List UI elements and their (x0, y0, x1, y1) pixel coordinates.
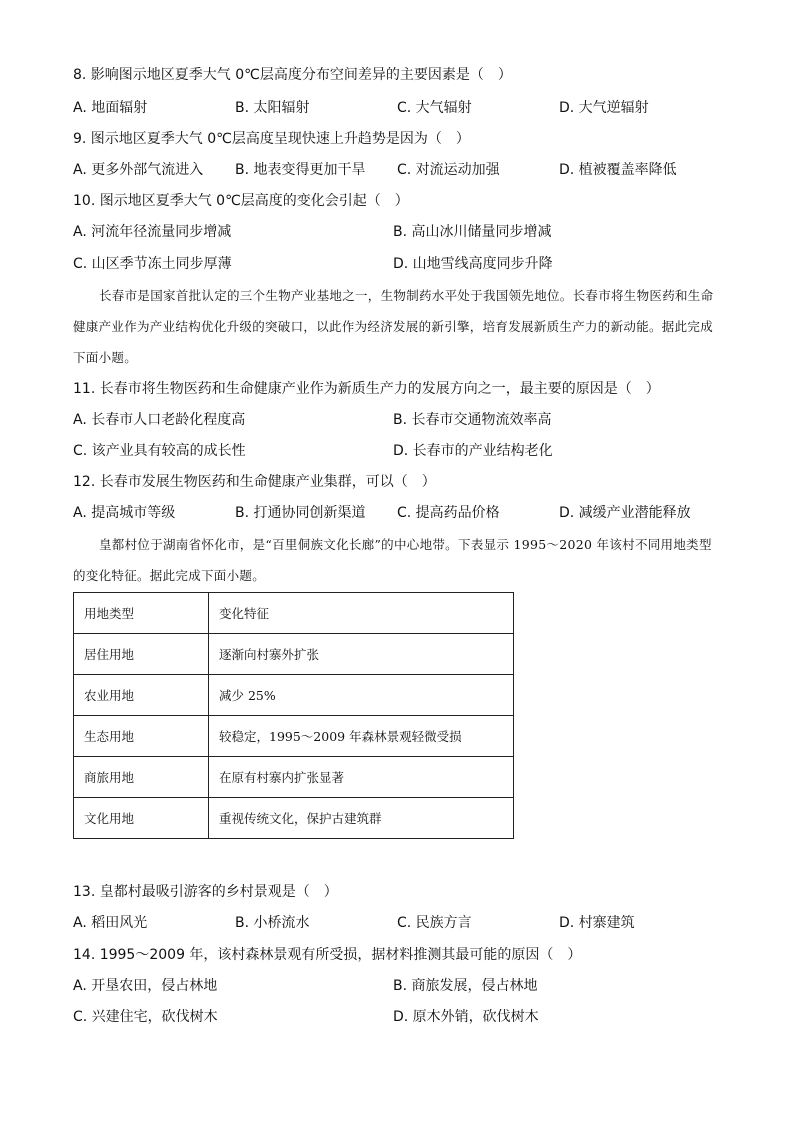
table-row (74, 757, 514, 798)
option-10b[interactable]: B. 高山冰川储量同步增减 (393, 224, 552, 240)
question-11-options-row1 (73, 411, 713, 429)
question-8-options (73, 99, 713, 117)
question-9-options (73, 161, 713, 179)
question-14-options-row1 (73, 977, 713, 995)
table-cell: 生态用地 (74, 716, 209, 757)
table-cell: 较稳定，1995～2009 年森林景观轻微受损 (209, 716, 514, 757)
table-cell: 减少 25% (209, 675, 514, 716)
question-12-stem: 12. 长春市发展生物医药和生命健康产业集群，可以（ ） (73, 474, 436, 490)
option-14b[interactable]: B. 商旅发展，侵占林地 (393, 978, 538, 994)
option-9b[interactable]: B. 地表变得更加干旱 (235, 162, 366, 178)
option-11a[interactable]: A. 长春市人口老龄化程度高 (73, 412, 246, 428)
table-row (74, 634, 514, 675)
question-14-options-row2 (73, 1008, 713, 1026)
option-13a[interactable]: A. 稻田风光 (73, 915, 148, 931)
option-8d[interactable]: D. 大气逆辐射 (559, 100, 649, 116)
table-cell: 农业用地 (74, 675, 209, 716)
option-14d[interactable]: D. 原木外销，砍伐树木 (393, 1009, 539, 1025)
question-13-stem: 13. 皇都村最吸引游客的乡村景观是（ ） (73, 884, 338, 900)
option-13c[interactable]: C. 民族方言 (397, 915, 472, 931)
question-10-options-row1 (73, 223, 713, 241)
material-huangdu-village: 皇都村位于湖南省怀化市，是“百里侗族文化长廊”的中心地带。下表显示 1995～2020 年该村不同用地类型的变化特征。据此完成下面小题。 (73, 537, 712, 583)
table-header-row (74, 593, 514, 634)
table-cell: 文化用地 (74, 798, 209, 839)
question-10-options-row2 (73, 255, 713, 273)
table-cell: 逐渐向村寨外扩张 (209, 634, 514, 675)
question-9-stem: 9. 图示地区夏季大气 0℃层高度呈现快速上升趋势是因为（ ） (73, 131, 470, 147)
table-header-cell: 用地类型 (74, 593, 209, 634)
material-changchun: 长春市是国家首批认定的三个生物产业基地之一，生物制药水平处于我国领先地位。长春市将生物医药和生命健康产业作为产业结构优化升级的突破口，以此作为经济发展的新引擎，培育发展新质生产力的新动能。据此完成下面小题。 (73, 288, 714, 365)
table-cell: 居住用地 (74, 634, 209, 675)
question-11-stem: 11. 长春市将生物医药和生命健康产业作为新质生产力的发展方向之一，最主要的原因是（ ） (73, 381, 660, 397)
table-cell: 在原有村寨内扩张显著 (209, 757, 514, 798)
question-12-options (73, 504, 713, 522)
table-cell: 商旅用地 (74, 757, 209, 798)
option-8c[interactable]: C. 大气辐射 (397, 100, 472, 116)
question-14-stem: 14. 1995～2009 年，该村森林景观有所受损，据材料推测其最可能的原因（ ） (73, 947, 582, 963)
option-9d[interactable]: D. 植被覆盖率降低 (559, 162, 677, 178)
option-11c[interactable]: C. 该产业具有较高的成长性 (73, 443, 246, 459)
option-10c[interactable]: C. 山区季节冻土同步厚薄 (73, 256, 232, 272)
option-12a[interactable]: A. 提高城市等级 (73, 505, 176, 521)
option-12b[interactable]: B. 打通协同创新渠道 (235, 505, 366, 521)
question-13-options (73, 914, 713, 932)
option-12c[interactable]: C. 提高药品价格 (397, 505, 500, 521)
option-13b[interactable]: B. 小桥流水 (235, 915, 310, 931)
option-11b[interactable]: B. 长春市交通物流效率高 (393, 412, 552, 428)
option-11d[interactable]: D. 长春市的产业结构老化 (393, 443, 553, 459)
option-8b[interactable]: B. 太阳辐射 (235, 100, 310, 116)
option-13d[interactable]: D. 村寨建筑 (559, 915, 635, 931)
option-10d[interactable]: D. 山地雪线高度同步升降 (393, 256, 553, 272)
option-9c[interactable]: C. 对流运动加强 (397, 162, 500, 178)
option-14c[interactable]: C. 兴建住宅，砍伐树木 (73, 1009, 218, 1025)
table-cell: 重视传统文化，保护古建筑群 (209, 798, 514, 839)
option-14a[interactable]: A. 开垦农田，侵占林地 (73, 978, 218, 994)
table-row (74, 798, 514, 839)
question-10-stem: 10. 图示地区夏季大气 0℃层高度的变化会引起（ ） (73, 193, 409, 209)
option-9a[interactable]: A. 更多外部气流进入 (73, 162, 204, 178)
question-11-options-row2 (73, 442, 713, 460)
option-8a[interactable]: A. 地面辐射 (73, 100, 148, 116)
option-10a[interactable]: A. 河流年径流量同步增减 (73, 224, 232, 240)
land-use-table (73, 592, 514, 839)
question-8-stem: 8. 影响图示地区夏季大气 0℃层高度分布空间差异的主要因素是（ ） (73, 67, 512, 83)
option-12d[interactable]: D. 减缓产业潜能释放 (559, 505, 691, 521)
table-row (74, 716, 514, 757)
table-row (74, 675, 514, 716)
table-header-cell: 变化特征 (209, 593, 514, 634)
